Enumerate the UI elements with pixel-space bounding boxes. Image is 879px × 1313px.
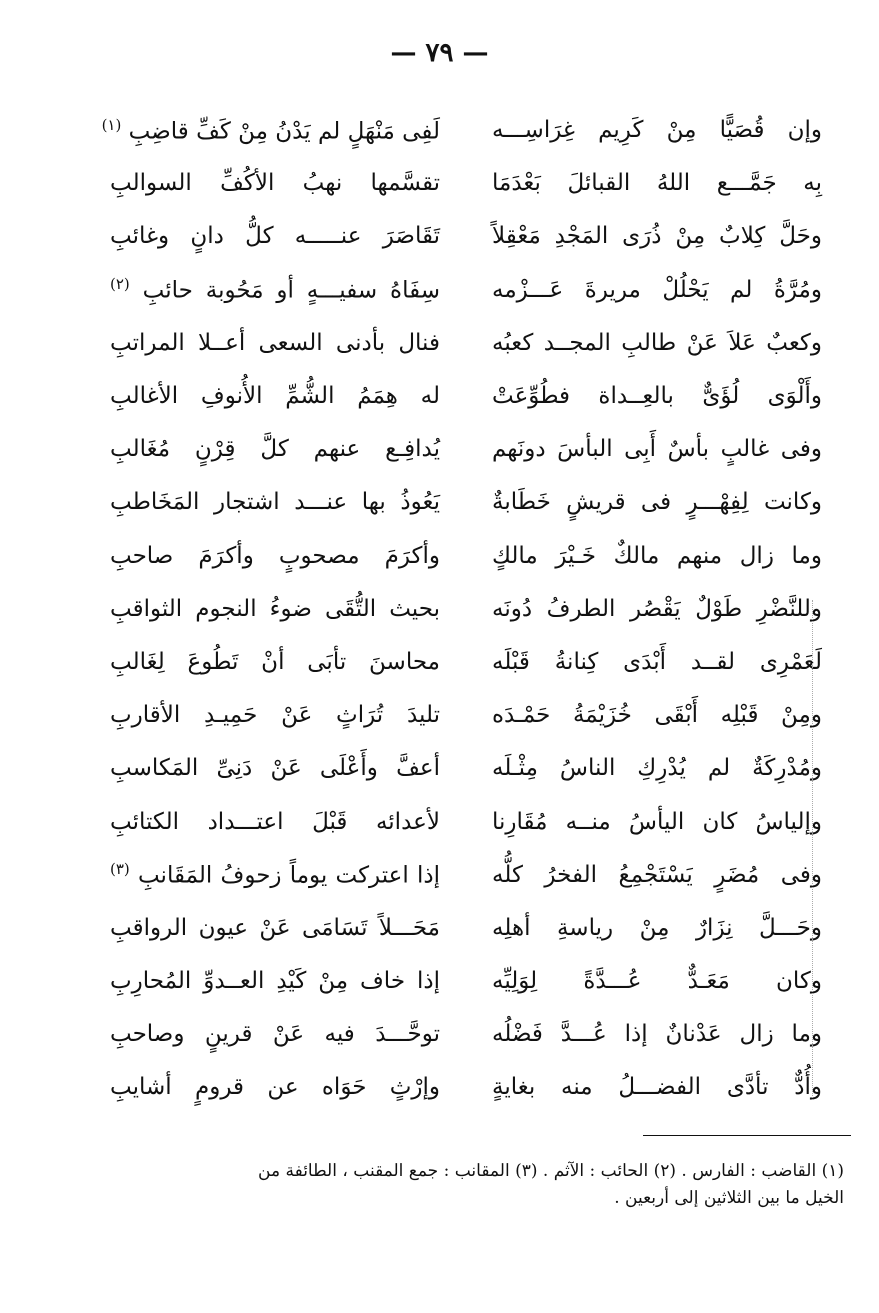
verse-second-hemistich [110, 648, 440, 675]
verse-line [110, 902, 822, 955]
verse-line [110, 157, 822, 210]
hemistich-text: وإرْثٍ حَوَاه عن قرومٍ أشايبِ [110, 1074, 440, 1101]
hemistich-text: محاسنَ تأبَى أنْ تَطُوعَ لِغَالبِ [110, 648, 440, 675]
verse-second-hemistich [110, 862, 440, 888]
hemistich-text: إذا اعتركت يوماً زحوفُ المَقَانبِ [137, 863, 440, 890]
verse-line [110, 423, 822, 476]
verse-line [110, 1008, 822, 1061]
verse-first-hemistich: وكانت لِفِهْـــرٍ فى قريشٍ خَطَابةٌ [492, 489, 822, 516]
hemistich-text: تقسَّمها نهبُ الأكُفِّ السوالبِ [110, 170, 440, 197]
verse-first-hemistich: بِه جَمَّـــع اللهُ القبائلَ بَعْدَمَا [492, 170, 822, 197]
verse-first-hemistich: وما زال منهم مالكٌ خَـيْرَ مالكٍ [492, 542, 822, 569]
verse-second-hemistich [110, 491, 440, 514]
verse-line [110, 530, 822, 583]
verse-second-hemistich [110, 757, 440, 780]
hemistich-text: توحَّـــدَ فيه عَنْ قرينٍ وصاحبِ [110, 1021, 440, 1048]
verse-line [110, 317, 822, 370]
verse-line [110, 264, 822, 317]
verse-second-hemistich [110, 542, 440, 569]
verse-line [110, 795, 822, 848]
hemistich-text: يَعُوذُ بها عنـــد اشتجار المَخَاطبِ [110, 489, 440, 516]
verse-line [110, 370, 822, 423]
verse-line [110, 210, 822, 263]
hemistich-text: فنال بأدنى السعى أعــلا المراتبِ [110, 329, 440, 356]
footnote-marker: (٣) [110, 860, 130, 879]
hemistich-text: وأكرَمَ مصحوبٍ وأكرَمَ صاحبِ [110, 542, 440, 569]
verse-first-hemistich: وللنَّضْرِ طَوْلٌ يَقْصُر الطرفُ دُونَه [492, 595, 822, 622]
verse-line [110, 849, 822, 902]
verse-second-hemistich [110, 438, 440, 461]
verse-second-hemistich [110, 704, 440, 727]
verse-first-hemistich: وكعبٌ عَلاَ عَنْ طالبِ المجــد كعبُه [492, 329, 822, 356]
verse-first-hemistich: ومِنْ قَبْلِه أَبْقَى خُزَيْمَةُ حَمْـدَه [492, 702, 822, 729]
hemistich-text: لأعدائه قَبْلَ اعتـــداد الكتائبِ [110, 808, 440, 835]
verse-first-hemistich: وحَـــلَّ نِزَارٌ مِنْ رياسةِ أهلِه [492, 914, 822, 941]
verse-first-hemistich: وما زال عَدْنانٌ إذا عُـــدَّ فَضْلُه [492, 1021, 822, 1048]
verse-second-hemistich [110, 225, 440, 248]
verse-first-hemistich: وأُدٌّ تأدَّى الفضـــلُ منه بغايةٍ [492, 1074, 822, 1101]
verse-line [110, 689, 822, 742]
verse-second-hemistich [110, 172, 440, 195]
verse-first-hemistich: وفى غالبٍ بأسٌ أَبِى البأسَ دونَهم [492, 436, 822, 463]
hemistich-text: إذا خاف مِنْ كَيْدِ العــدوِّ المُحارِبِ [110, 968, 440, 995]
footnotes [112, 1158, 844, 1212]
verse-second-hemistich [110, 277, 440, 303]
hemistich-text: بحيث التُّقَى ضوءُ النجوم الثواقبِ [110, 595, 440, 622]
verse-first-hemistich: وإن قُصَيًّا مِنْ كَرِيم غِرَاسِـــه [492, 117, 822, 144]
verse-line [110, 476, 822, 529]
verse-first-hemistich: وكان مَعَـدٌّ عُـــدَّةً لِوَلِيِّه [492, 968, 822, 995]
poem [101, 104, 822, 1115]
hemistich-text: تليدَ تُرَاثٍ عَنْ حَمِيـدِ الأقاربِ [110, 702, 440, 729]
verse-second-hemistich [110, 914, 440, 941]
verse-second-hemistich [110, 808, 440, 835]
verse-second-hemistich [101, 115, 440, 145]
footnote-marker: (٢) [110, 275, 130, 294]
verse-line [110, 636, 822, 689]
verse-second-hemistich [110, 1023, 440, 1046]
verse-first-hemistich: وحَلَّ كِلابٌ مِنْ ذُرَى المَجْدِ مَعْقِلاً [492, 223, 822, 250]
verse-first-hemistich: وأَلْوَى لُؤَىٌّ بالعِــداة فطُوِّعَتْ [492, 383, 822, 410]
hemistich-text: سِفَاهُ سفيـــهٍ أو مَحُوبة حائبِ [142, 277, 440, 304]
hemistich-text: لَفِى مَنْهَلٍ لم يَدْنُ مِنْ كَفِّ قاضِبِ [128, 118, 440, 145]
verse-line [110, 1061, 822, 1114]
margin-rule [812, 600, 813, 1100]
footnote-line: (١) القاضب : الفارس . (٢) الحائب : الآثم . (٣) المقانب : جمع المقنب ، الطائفة من [258, 1161, 844, 1181]
page-number: — ٧٩ — [390, 38, 489, 68]
hemistich-text: يُدافِـع عنهم كلَّ قِرْنٍ مُغَالبِ [110, 436, 440, 463]
footnote-marker: (١) [101, 115, 122, 134]
hemistich-text: أعفَّ وأَعْلَى عَنْ دَنِىِّ المَكاسبِ [110, 755, 440, 782]
hemistich-text: له هِمَمُ الشُّمِّ الأُنوفِ الأغالبِ [110, 383, 440, 410]
verse-first-hemistich: ومُرَّةُ لم يَحْلُلْ مريرةَ عَـــزْمه [492, 276, 822, 303]
verse-first-hemistich: وفى مُضَرٍ يَسْتَجْمِعُ الفخرُ كلُّه [492, 861, 822, 888]
footnote-divider [643, 1135, 851, 1136]
verse-first-hemistich: لَعَمْرِى لقــد أَبْدَى كِنانةُ قَبْلَه [492, 648, 822, 675]
verse-second-hemistich [110, 970, 440, 993]
verse-second-hemistich [110, 595, 440, 622]
hemistich-text: تَقَاصَرَ عنـــــه كلُّ دانٍ وغائبِ [110, 223, 440, 250]
verse-second-hemistich [110, 385, 440, 408]
verse-first-hemistich: ومُدْرِكَةٌ لم يُدْرِكِ الناسُ مِثْـلَه [492, 755, 822, 782]
verse-line [110, 742, 822, 795]
verse-first-hemistich: وإلياسُ كان اليأسُ منــه مُقَارِنا [492, 808, 822, 835]
footnote-line: الخيل ما بين الثلاثين إلى أربعين . [614, 1188, 844, 1208]
verse-line [110, 955, 822, 1008]
verse-second-hemistich [110, 1076, 440, 1099]
verse-second-hemistich [110, 329, 440, 356]
verse-line [101, 104, 822, 157]
verse-line [110, 583, 822, 636]
hemistich-text: مَحَـــلاً تَسَامَى عَنْ عيون الرواقبِ [110, 914, 440, 941]
